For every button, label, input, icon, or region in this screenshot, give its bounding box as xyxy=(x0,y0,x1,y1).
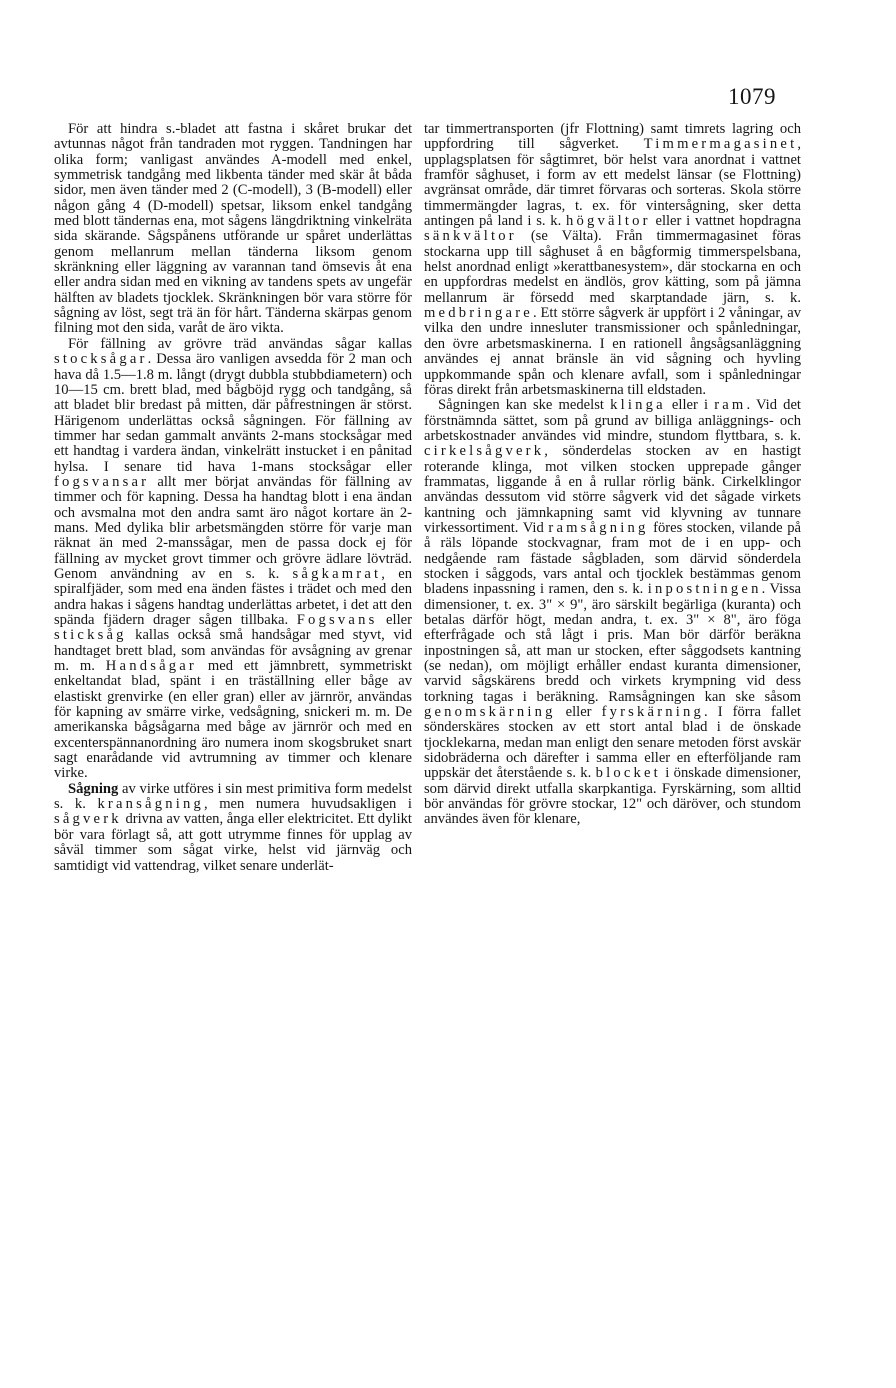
text-run: föres stocken, vilande på å räls löpande stockvagnar, fram mot de i en upp- och nedgående ram fästade sågbladen, som därvid sönderdela stocken i såggods, vars antal och tjocklek bestämmas genom bladens inpassning i ramen, den s. k. xyxy=(424,519,801,598)
text-run: av virke utföres i sin mest primitiva form medelst s. k. xyxy=(54,780,412,813)
paragraph-felling-saws xyxy=(54,337,412,782)
text-run: . I förra fallet sönderskäres stocken av ett stort antal blad i de önskade tjocklekarna, medan man enligt den senare metoden först avskär sidobräderna och därefter i samma eller en efterföljande ram uppskär det återstående s. k. xyxy=(424,704,801,782)
paragraph-saw-blade-toothing xyxy=(54,122,412,337)
spaced-term: ram xyxy=(714,397,747,414)
paragraph-sawing-methods xyxy=(424,398,801,828)
spaced-term: kransågning xyxy=(97,796,204,813)
text-run: eller i vattnet hopdragna xyxy=(650,213,801,230)
text-run: tar timmertransporten (jfr Flottning) samt timrets lagring och uppfordring till sågverket. xyxy=(424,121,801,153)
text-run: , men numera huvudsakligen i xyxy=(203,796,412,813)
text-run: kallas också små handsågar med styvt, vid handtaget brett blad, som användas för avsågning av grenar m. m. xyxy=(54,627,412,675)
text-run: allt mer börjat användas för fällning av timmer och för kapning. Dessa ha handtag blott i ena ändan och avsmalna mot den andra samt äro något kortare än 2-mans. Med dylika blir arbetsmängden större för varje man räknat än med 2-manssågar, men de passa dock ej för fällning av mycket grovt timmer och grövre ädlare lövträd. Genom användning av en s. k. xyxy=(54,473,412,582)
text-run: Sågningen kan ske medelst xyxy=(438,397,611,414)
spaced-term: klinga xyxy=(610,397,666,414)
text-run: . Vid det förstnämnda sättet, som på grund av billiga anläggnings- och arbetskostnader användes vid mindre, stundom flyttbara, s. k. xyxy=(424,397,801,444)
text-run: För att hindra s.-bladet att fastna i skåret brukar det avtunnas något från tandraden mot ryggen. Tandningen har olika form; vanligast användes A-modell med enkel, symmetrisk tandgång med likbenta tänder med skär åt båda sidor, men även tänder med 2 (C-modell), 3 (B-modell) eller någon gång 4 (D-modell) spetsar, liksom enkel tandgång med blott tändernas ena, mot sågens längdriktning vinkelräta sida skärande. Sågspånens utförande ur spåret underlättas genom mellanrum mellan tänderna liksom genom skränkning eller läggning av varannan tand ömsevis åt ena eller andra sidan med en vikning av tandens spets av ungefär hälften av bladets tjocklek. Skränkningen bör vara större för sågning av löst, segt trä än för hårt. Tänderna skärpas genom filning mot den sida, varåt de äro vikta. xyxy=(54,121,412,337)
spaced-term: sågkamrat xyxy=(292,565,382,582)
spaced-term: cirkelsågverk xyxy=(424,443,545,460)
spaced-term: inpostningen xyxy=(647,581,762,598)
bold-term: Sågning xyxy=(68,780,119,797)
text-run: eller xyxy=(555,704,602,721)
spaced-term: sticksåg xyxy=(54,627,127,644)
page-number: 1079 xyxy=(728,84,776,109)
text-run: drivna av vatten, ånga eller elektricitet. Ett dylikt bör vara förlagt så, att gott utrymme finnes för upplag av såväl timmer som sågat virke, helst vid järnväg och samtidigt vid vattendrag, vilket senare underlät- xyxy=(54,811,412,874)
text-run: eller i xyxy=(665,397,715,414)
spaced-term: genomskärning xyxy=(424,704,556,721)
text-run: , upplagsplatsen för sågtimret, bör helst vara anordnat i vattnet framför såghuset, i form av ett medelst länsar (se Flottning) avgränsat område, där timret förvaras och sorteras. Skola större timmermängder lagras, t. ex. för vintersågning, sker detta antingen på land i s. k. xyxy=(424,136,801,230)
right-column xyxy=(424,122,801,828)
text-run: i önskade dimensioner, som därvid direkt utfalla skarpkantiga. Fyrskärning, som alltid bör användas för grövre stockar, 12" och däröver, och stundom användes även för klenare, xyxy=(424,765,801,828)
spaced-term: stocksågar xyxy=(54,351,148,368)
text-run: . Dessa äro vanligen avsedda för 2 man och hava då 1.5—1.8 m. långt (drygt dubbla stubbdiametern) och 10—15 cm. brett blad, med bågböjd rygg och tandgång, så att bladet blir bredast på mitten, där påfrestningen är störst. Härigenom underlättas också sågningen. För fällning av timmer har sedan gammalt använts 2-mans stocksågar med ett handtag i vardera ändan, vinkelrätt instucket i en pånitad hylsa. I senare tid hava 1-mans stocksågar eller xyxy=(54,351,412,475)
spaced-term: medbringare xyxy=(424,305,533,322)
text-run: För fällning av grövre träd användas sågar kallas xyxy=(68,335,412,352)
spaced-term: högvältor xyxy=(565,213,651,230)
spaced-term: fogsvansar xyxy=(54,473,150,490)
spaced-term: Timmermagasinet xyxy=(643,136,798,153)
spaced-term: Fogsvans xyxy=(296,612,378,628)
text-run: (se Välta). Från timmermagasinet föras stockarna upp till såghuset å en bågformig timmerspelsbana, helst anordnad enligt »kerattbanesystem», där stockarna en och en uppfordras medelst en ändlös, grov kätting, som på jämna mellanrum är försedd med skarptandade järn, s. k. xyxy=(424,228,801,306)
text-run: . Ett större sågverk är uppfört i 2 våningar, av vilka den undre innesluter transmissioner och spånledningar, den övre arbetsmaskinerna. I en rationell ångsågsanläggning användes ej annat bränsle än vid sågning och hyvling uppkommande spån och klenare avfall, som i spånledningar föras direkt från arbetsmaskinerna till eldstaden. xyxy=(424,305,801,398)
text-run: eller xyxy=(377,612,412,628)
text-run: , sönderdelas stocken av en hastigt roterande klinga, mot vilken stocken upprepade gånger frammatas, liggande å en å rullar rörlig bänk. Cirkelklingor användas dessutom vid större sågverk vid det sågade virkets kantning och jämnkapning samt vid klyvning av tunnare virkessortiment. Vid xyxy=(424,443,801,536)
text-run: med ett jämnbrett, symmetriskt enkeltandat blad, spänt i en träställning eller båge av elastiskt grenvirke (en eller gran) eller av järnrör, användas för kapning av smärre virke, vedsågning, snickeri m. m. De amerikanska bågsågarna med båge av järnrör och med en excenterspännanordning äro numera inom skogsbruket snart sagt enarådande vid avtrumning av timmer och klenare virke. xyxy=(54,658,412,782)
paragraph-sawing-intro xyxy=(54,782,412,874)
text-run: . Vissa dimensioner, t. ex. 3" × 9", äro särskilt begärliga (kuranta) och betalas därför högt, medan andra, t. ex. 3" × 8", äro föga efterfrågade och stå lågt i pris. Man bör därför beräkna inpostningen så, att man ur stocken, efter såggodsets kantning (se nedan), om möjligt erhåller endast kuranta dimensioner, varvid sågskärens bredd och virkets krympning vid dess torkning tagas i beräkning. Ramsågningen kan ske såsom xyxy=(424,581,801,705)
text-run: , en spiralfjäder, som med ena änden fästes i trädet och med den andra hakas i sågens handtag underlättas arbetet, i det att den spända fjädern drager sågen tillbaka. xyxy=(54,565,412,628)
spaced-term: Handsågar xyxy=(105,658,197,675)
spaced-term: ramsågning xyxy=(548,519,649,536)
paragraph-timber-storage xyxy=(424,122,801,398)
spaced-term: sågverk xyxy=(54,811,122,828)
left-column xyxy=(54,122,412,874)
spaced-term: blocket xyxy=(595,765,661,782)
spaced-term: fyrskärning xyxy=(601,704,705,721)
spaced-term: sänkvältor xyxy=(424,228,517,245)
